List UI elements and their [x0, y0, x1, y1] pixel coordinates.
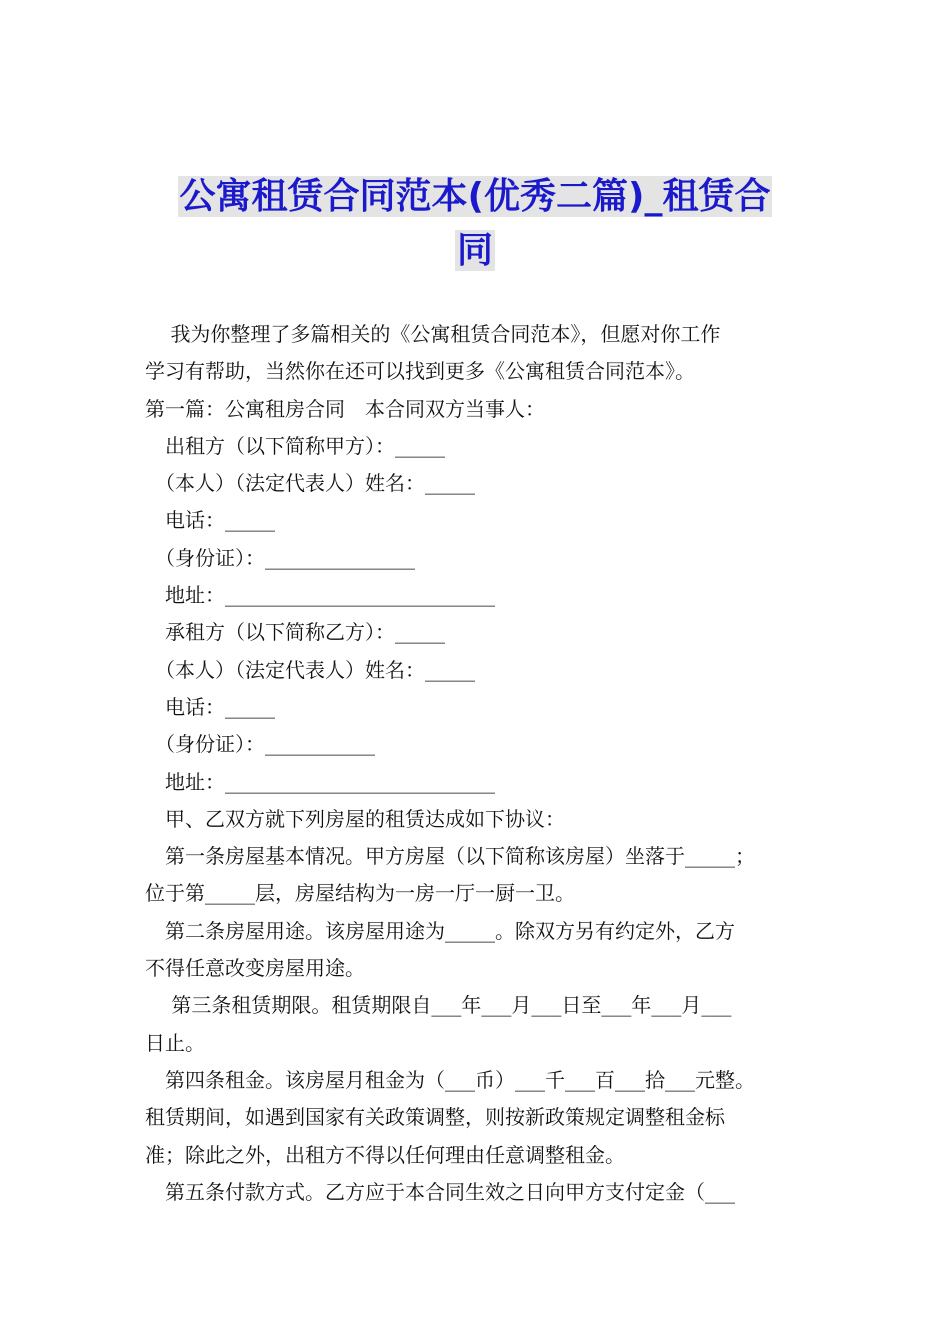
paragraph-line: （本人）（法定代表人）姓名：_____ [145, 471, 475, 496]
document-title [0, 170, 950, 278]
paragraph-line: 地址：___________________________ [145, 583, 495, 608]
paragraph-line: 日止。 [145, 1030, 205, 1055]
paragraph-line: 我为你整理了多篇相关的《公寓租赁合同范本》，但愿对你工作 [145, 322, 721, 346]
document-body [145, 316, 825, 1211]
paragraph-line: 承租方（以下简称乙方）：_____ [145, 620, 445, 645]
paragraph-line: 地址：___________________________ [145, 769, 495, 794]
paragraph-line: 甲、乙双方就下列房屋的租赁达成如下协议： [145, 806, 565, 831]
paragraph-line: 学习有帮助，当然你在还可以找到更多《公寓租赁合同范本》。 [145, 359, 695, 384]
title-line-2: 同 [456, 230, 493, 271]
paragraph-line: （本人）（法定代表人）姓名：_____ [145, 657, 475, 682]
paragraph-line: 第一篇：公寓租房合同 本合同双方当事人： [145, 396, 545, 421]
paragraph-line: 第四条租金。该房屋月租金为（___币）___千___百___拾___元整。 [145, 1067, 755, 1092]
paragraph-line: 第三条租赁期限。租赁期限自___年___月___日至___年___月___ [145, 993, 732, 1018]
paragraph-line: 第二条房屋用途。该房屋用途为_____。除双方另有约定外，乙方 [145, 918, 735, 943]
paragraph-line: 租赁期间，如遇到国家有关政策调整，则按新政策规定调整租金标 [145, 1105, 725, 1130]
paragraph-line: （身份证）：_______________ [145, 545, 415, 570]
paragraph-line: 第一条房屋基本情况。甲方房屋（以下简称该房屋）坐落于_____； [145, 844, 755, 869]
paragraph-line: 电话：_____ [145, 694, 275, 719]
paragraph-line: 出租方（以下简称甲方）：_____ [145, 433, 445, 458]
paragraph-line: 第五条付款方式。乙方应于本合同生效之日向甲方支付定金（___ [145, 1179, 735, 1204]
paragraph-line: 准；除此之外，出租方不得以任何理由任意调整租金。 [145, 1142, 625, 1167]
paragraph-line: 位于第_____层，房屋结构为一房一厅一厨一卫。 [145, 881, 575, 906]
title-line-1: 公寓租赁合同范本(优秀二篇)_租赁合 [179, 176, 771, 217]
paragraph-line: 电话：_____ [145, 508, 275, 533]
paragraph-line: 不得任意改变房屋用途。 [145, 956, 365, 981]
paragraph-line: （身份证）：___________ [145, 732, 375, 757]
